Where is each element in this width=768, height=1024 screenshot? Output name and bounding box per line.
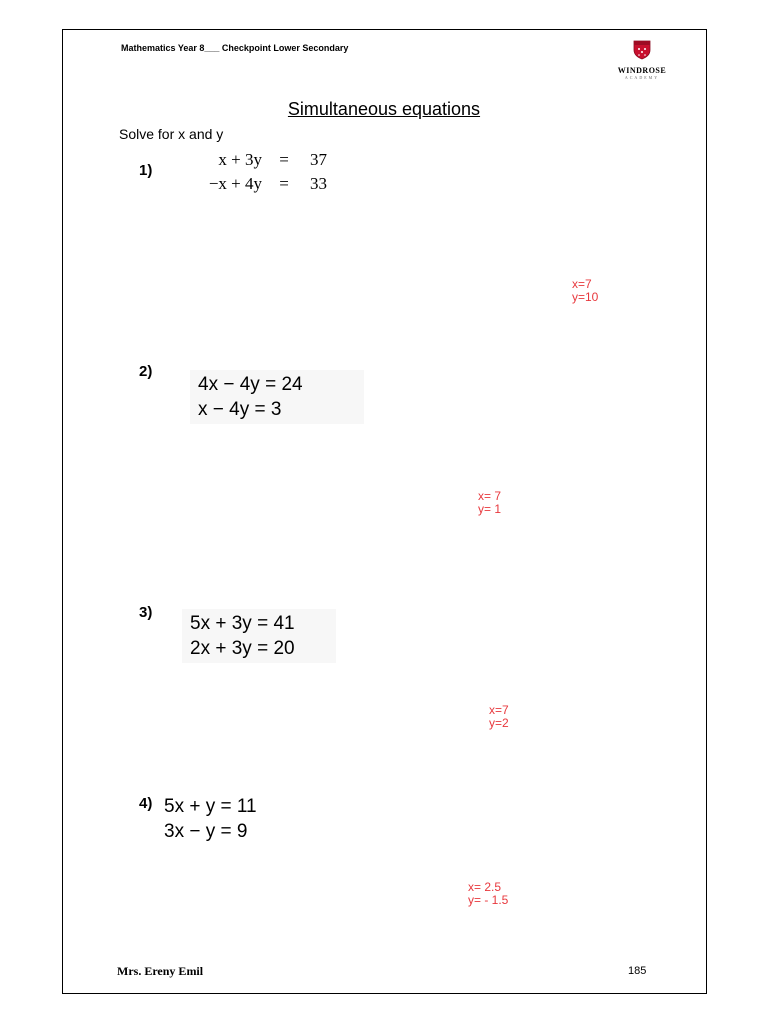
question-1-answer xyxy=(572,278,598,304)
header-course: Mathematics Year 8___ Checkpoint Lower Secondary xyxy=(121,43,349,53)
question-1-equations xyxy=(180,148,340,196)
equation-line: x − 4y = 3 xyxy=(198,399,282,420)
equation-lhs: x + 3y xyxy=(218,150,262,169)
page-title xyxy=(0,99,768,120)
question-2-answer xyxy=(478,490,501,516)
answer-y: y=2 xyxy=(489,716,509,730)
question-2-equations xyxy=(190,370,364,424)
answer-x: x= 2.5 xyxy=(468,880,502,894)
equation-line: 2x + 3y = 20 xyxy=(190,638,295,659)
question-4-equations xyxy=(164,794,257,844)
question-1-number: 1) xyxy=(139,162,153,179)
shield-icon xyxy=(633,40,651,60)
question-4-number: 4) xyxy=(139,795,153,812)
question-3-number: 3) xyxy=(139,604,153,621)
equation-lhs: −x + 4y xyxy=(208,174,262,193)
instruction: Solve for x and y xyxy=(119,126,224,142)
windrose-logo xyxy=(617,40,667,80)
equation-row xyxy=(180,172,340,196)
question-2-number: 2) xyxy=(139,363,153,380)
answer-y: y=10 xyxy=(572,290,599,304)
logo-subtitle: ACADEMY xyxy=(624,75,660,80)
equation-row xyxy=(180,148,340,172)
footer-author: Mrs. Ereny Emil xyxy=(117,964,204,978)
equation-line: 5x + 3y = 41 xyxy=(190,613,295,634)
equation-line: 5x + y = 11 xyxy=(164,796,257,817)
logo-name: WINDROSE xyxy=(617,66,667,75)
page-border xyxy=(62,29,707,994)
question-3-answer xyxy=(489,704,509,730)
equation-rhs: 33 xyxy=(310,174,327,193)
equation-rhs: 37 xyxy=(310,150,327,169)
page-number: 185 xyxy=(628,965,647,977)
question-3-equations xyxy=(182,609,336,663)
equation-equals: = xyxy=(279,150,289,169)
answer-x: x= 7 xyxy=(478,489,502,503)
page-title-text: Simultaneous equations xyxy=(287,99,481,119)
answer-x: x=7 xyxy=(572,277,592,291)
answer-y: y= 1 xyxy=(478,502,502,516)
equation-line: 4x − 4y = 24 xyxy=(198,374,303,395)
equation-equals: = xyxy=(279,174,289,193)
equation-line: 3x − y = 9 xyxy=(164,821,248,842)
answer-y: y= - 1.5 xyxy=(468,893,509,907)
answer-x: x=7 xyxy=(489,703,509,717)
question-4-answer xyxy=(468,881,508,907)
